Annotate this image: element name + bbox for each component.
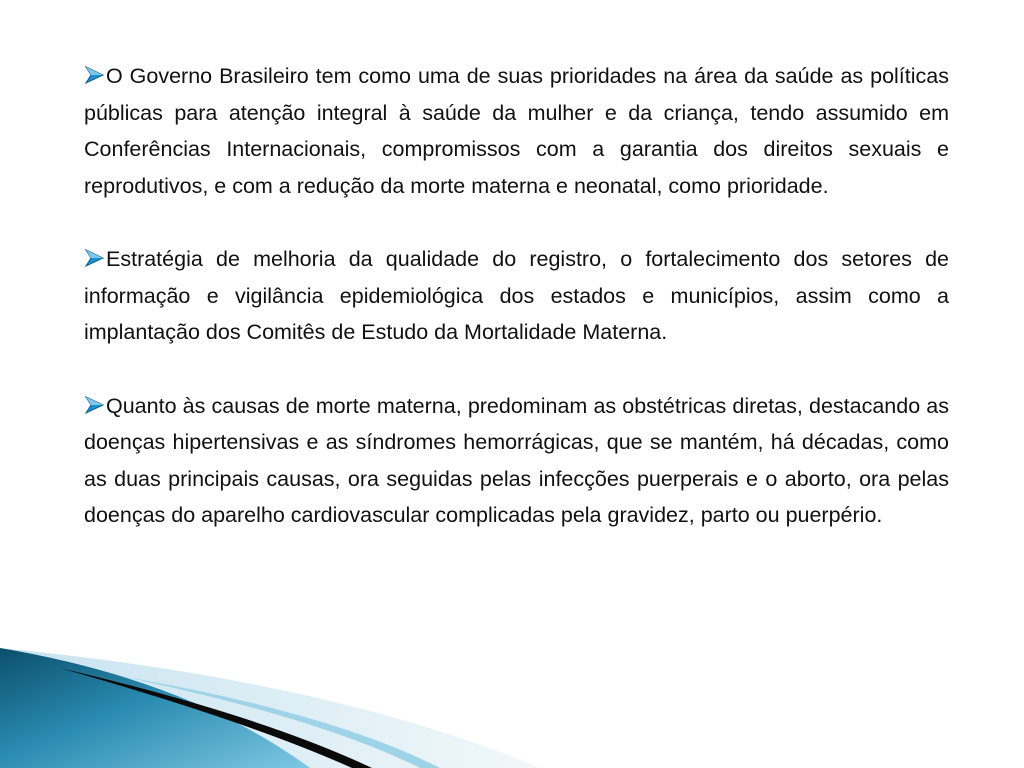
arrow-bullet-icon (84, 248, 105, 268)
wave-light-streak (120, 676, 440, 768)
arrow-bullet-icon (84, 395, 105, 415)
bullet-text: Quanto às causas de morte materna, predominam as obstétricas diretas, destacando as doenças hipertensivas e as síndromes hemorrágicas, que se mantém, há décadas, como as duas principais causas, ora seguidas pelas infecções puerperais e o aborto, ora pelas doenças do aparelho cardiovascular complicadas pela gravidez, parto ou puerpério. (84, 393, 949, 527)
bullet-item (84, 241, 949, 351)
wave-black-streak (60, 668, 372, 768)
wave-blue-band (0, 648, 310, 768)
bullet-list (84, 58, 949, 571)
bullet-text: O Governo Brasileiro tem como uma de suas prioridades na área da saúde as políticas públicas para atenção integral à saúde da mulher e da criança, tendo assumido em Conferências Internacionais, compromissos com a garantia dos direitos sexuais e reprodutivos, e com a redução da morte materna e neonatal, como prioridade. (84, 64, 949, 198)
arrow-bullet-icon (84, 65, 105, 85)
wave-pale-band (0, 648, 540, 768)
bullet-item (84, 388, 949, 534)
bullet-text: Estratégia de melhoria da qualidade do registro, o fortalecimento dos setores de informação e vigilância epidemiológica dos estados e municípios, assim como a implantação dos Comitês de Estudo da Mortalidade Materna. (84, 247, 949, 344)
bullet-item (84, 58, 949, 204)
